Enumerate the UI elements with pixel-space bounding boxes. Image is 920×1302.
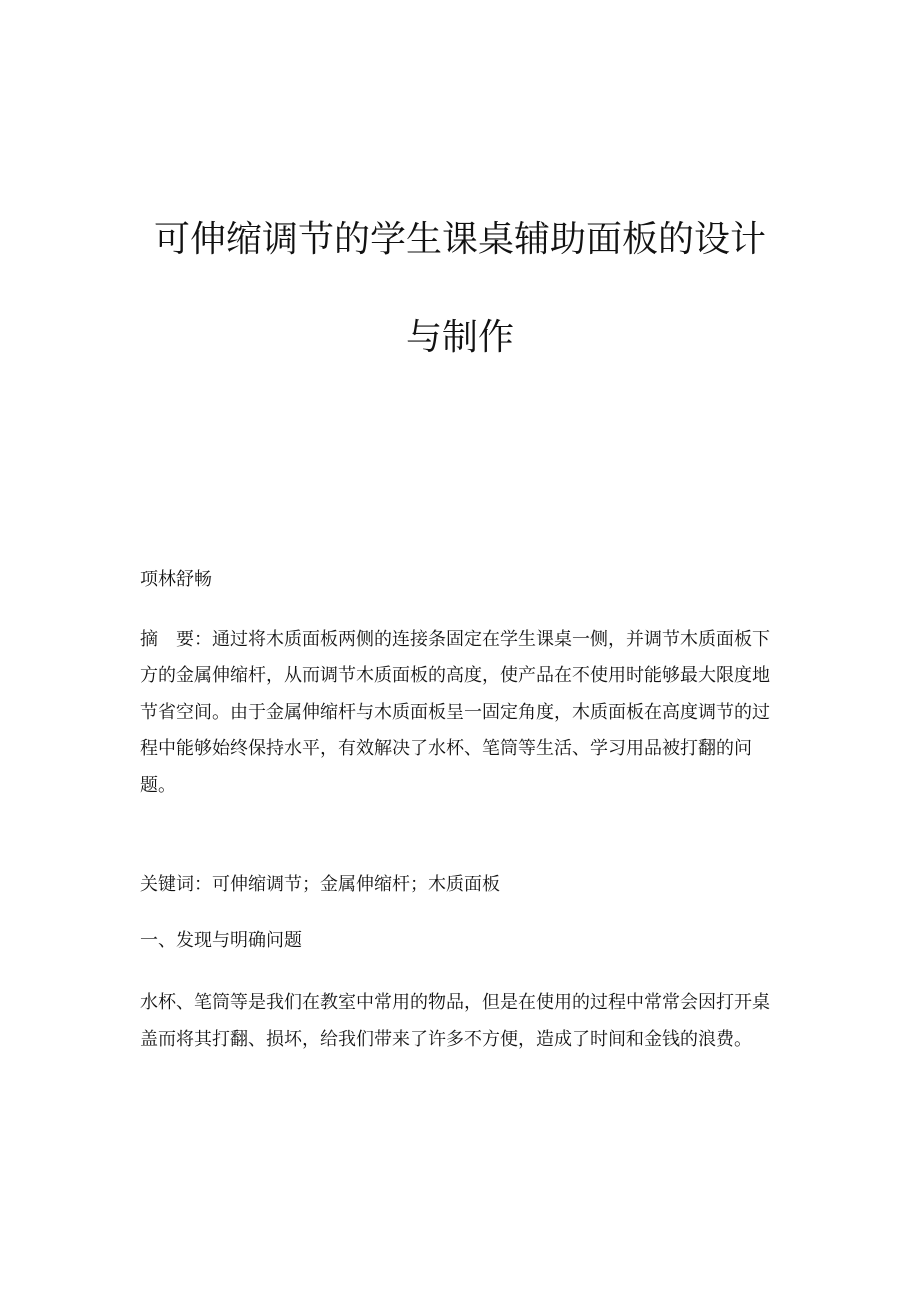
abstract-label-2: 要：: [176, 629, 212, 650]
document-title-line-1: 可伸缩调节的学生课桌辅助面板的设计: [153, 219, 766, 260]
abstract-text: 通过将木质面板两侧的连接条固定在学生课桌一侧，并调节木质面板下方的金属伸缩杆，从而调节木质面板的高度，使产品在不使用时能够最大限度地节省空间。由于金属伸缩杆与木质面板呈一固定角度，木质面板在高度调节的过程中能够始终保持水平，有效解决了水杯、笔筒等生活、学习用品被打翻的问题。: [140, 629, 770, 796]
document-title-line-2: 与制作: [405, 317, 514, 358]
section-paragraph: 水杯、笔筒等是我们在教室中常用的物品，但是在使用的过程中常常会因打开桌盖而将其打翻、损坏，给我们带来了许多不方便，造成了时间和金钱的浪费。: [140, 992, 770, 1050]
abstract-label-1: 摘: [140, 629, 158, 650]
author-name: 项林舒畅: [140, 569, 212, 590]
abstract-paragraph: [140, 622, 780, 804]
keywords-line: 关键词：可伸缩调节；金属伸缩杆；木质面板: [140, 874, 500, 895]
section-heading: 一、发现与明确问题: [140, 930, 302, 951]
